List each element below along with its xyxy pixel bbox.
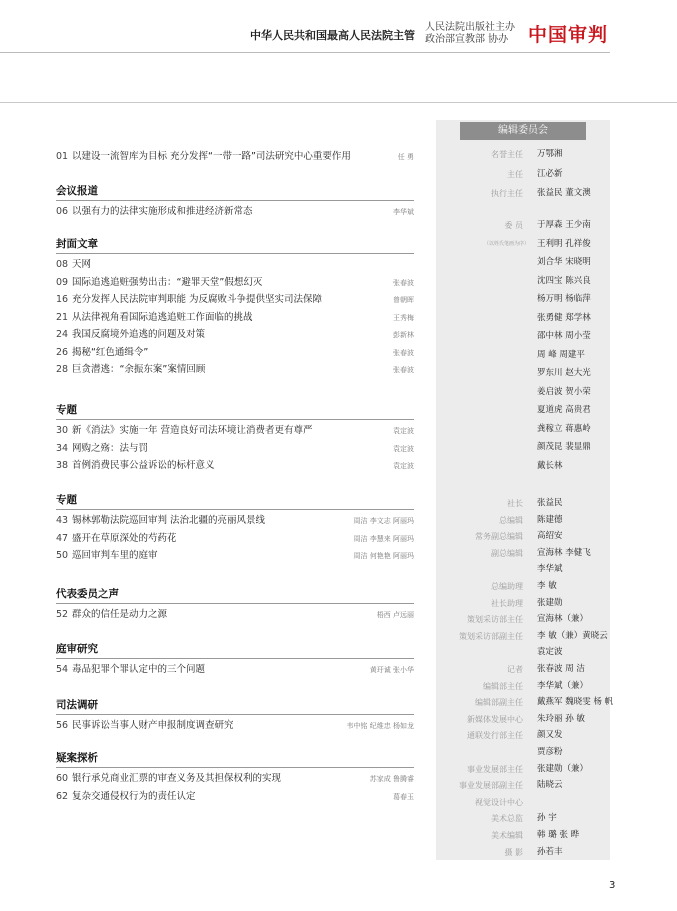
board-names: 江必新 (537, 168, 563, 179)
board-names: 刘合华 宋晓明 (537, 257, 591, 267)
board-row (440, 166, 615, 183)
board-row (440, 578, 615, 595)
toc-title: 毒品犯罪个罪认定中的三个问题 (72, 664, 206, 675)
toc-page-number: 06 (56, 206, 69, 217)
board-names: 张勇健 郑学林 (537, 312, 591, 323)
section-heading: 专题 (56, 494, 77, 506)
board-row (440, 727, 615, 744)
board-names: 李华斌（兼） (537, 680, 589, 691)
board-names: 陈建德 (537, 514, 563, 525)
toc-entry[interactable] (56, 441, 414, 457)
toc-title: 巨贪潜逃：“余振东案”案情回顾 (72, 364, 206, 375)
board-row (440, 744, 615, 761)
toc-entry[interactable] (56, 513, 414, 529)
toc-page-number: 09 (56, 276, 69, 288)
board-names: 姜启波 贺小荣 (537, 386, 591, 397)
board-names: 戴长林 (537, 460, 563, 471)
toc-author: 袁定波 (393, 462, 414, 470)
board-names: 沈四宝 陈兴良 (537, 275, 591, 286)
toc-author: 张春波 (393, 278, 414, 287)
board-row (440, 421, 615, 438)
board-names: 夏道虎 高贵君 (537, 405, 591, 415)
toc-title: 以强有力的法律实施形成和推进经济新常态 (72, 206, 253, 217)
toc-title: 新《消法》实施一年 营造良好司法环境让消费者更有尊严 (72, 425, 313, 436)
board-row (440, 185, 615, 202)
board-role: 视觉设计中心 (475, 797, 523, 807)
board-names: 宣海林（兼） (537, 614, 589, 625)
board-role: 编辑部副主任 (475, 698, 523, 708)
section-divider (0, 102, 677, 103)
toc-author: 周洁 李文志 阿丽玛 (353, 517, 414, 525)
toc-entry[interactable] (56, 771, 414, 787)
toc-title: 以建设一流智库为目标 充分发挥“一带一路”司法研究中心重要作用 (72, 151, 351, 162)
board-names: 张建勋（兼） (537, 763, 589, 774)
board-names: 颜又发 (537, 730, 563, 741)
section-rule (56, 658, 414, 659)
toc-entry[interactable] (56, 423, 414, 439)
board-row (440, 844, 615, 861)
toc-author: 苏家成 鲁腾睿 (369, 775, 414, 783)
board-role: 编辑部主任 (483, 681, 523, 691)
board-names: 高绍安 (537, 531, 563, 542)
board-role: 名誉主任 (491, 150, 523, 159)
toc-title: 盛开在草原深处的芍药花 (72, 532, 177, 544)
toc-page-number: 38 (56, 460, 69, 471)
toc-title: 民事诉讼当事人财产申报制度调查研究 (72, 720, 234, 731)
toc-entry[interactable] (56, 662, 414, 678)
page-number: 3 (609, 880, 616, 891)
board-row (440, 439, 615, 456)
board-role: 总编助理 (491, 582, 523, 591)
board-role: 社长 (507, 499, 523, 508)
toc-title: 我国反腐境外追逃的问题及对策 (72, 329, 206, 340)
board-row (440, 310, 615, 327)
board-row (440, 611, 615, 628)
board-row (440, 810, 615, 827)
board-role: 策划采访部副主任 (459, 631, 523, 641)
board-role: 美术编辑 (491, 831, 523, 840)
section-heading: 疑案探析 (56, 752, 98, 764)
board-names: 张益民 (537, 498, 563, 508)
toc-entry[interactable] (56, 310, 414, 326)
section-heading: 庭审研究 (56, 643, 98, 655)
board-names: 颜茂昆 裴显鼎 (537, 442, 591, 452)
organizer-line-2: 政治部宣教部 协办 (425, 34, 509, 45)
toc-entry[interactable] (56, 204, 414, 220)
board-role: 总编辑 (499, 515, 523, 525)
board-names: 周 峰 周建平 (537, 349, 585, 360)
toc-page-number: 52 (56, 609, 69, 620)
toc-entry[interactable] (56, 275, 414, 291)
board-row (440, 384, 615, 401)
board-names: 李 敏 (537, 581, 557, 591)
toc-entry[interactable] (56, 345, 414, 361)
board-role: 副总编辑 (491, 548, 523, 558)
toc-entry[interactable] (56, 548, 414, 564)
toc-author: 彭新林 (393, 331, 414, 339)
board-names: 张益民 董文澳 (537, 188, 591, 198)
section-heading: 封面文章 (56, 238, 98, 250)
supervisor-line: 中华人民共和国最高人民法院主管 (250, 29, 415, 42)
board-row (440, 217, 615, 234)
board-row (440, 794, 615, 811)
board-names: 陆晓云 (537, 780, 563, 791)
toc-page-number: 21 (56, 311, 69, 323)
toc-page-number: 62 (56, 790, 69, 802)
board-row (440, 512, 615, 529)
board-row (440, 761, 615, 778)
toc-page-number: 34 (56, 442, 69, 454)
section-rule (56, 767, 414, 768)
board-names: 李华斌 (537, 564, 563, 575)
toc-entry[interactable] (56, 292, 414, 308)
board-names: 张建勋 (537, 597, 563, 608)
toc-entry[interactable] (56, 327, 414, 343)
toc-entry[interactable] (56, 458, 414, 474)
toc-title: 银行承兑商业汇票的审查义务及其担保权利的实现 (72, 773, 282, 784)
board-role: 事业发展部副主任 (459, 781, 523, 791)
board-names: 万鄂湘 (537, 149, 563, 159)
board-role: 常务副总编辑 (475, 532, 523, 542)
toc-author: 周洁 何艳艳 阿丽玛 (353, 552, 414, 560)
toc-title: 充分发挥人民法院审判职能 为反腐败斗争提供坚实司法保障 (72, 294, 323, 305)
toc-author: 袁定波 (393, 444, 414, 453)
section-rule (56, 200, 414, 201)
board-row (440, 328, 615, 345)
toc-author: 袁定波 (393, 427, 414, 435)
board-role: 新媒体发展中心 (467, 714, 523, 724)
section-heading: 会议报道 (56, 185, 98, 197)
board-row (440, 495, 615, 512)
board-row (440, 628, 615, 645)
toc-author: 曾朝晖 (393, 296, 414, 304)
toc-page-number: 56 (56, 720, 69, 731)
board-role: 摄 影 (504, 847, 523, 857)
toc-entry[interactable] (56, 149, 414, 165)
board-role: 记者 (507, 665, 523, 674)
board-role: 策划采访部主任 (467, 615, 523, 625)
toc-page-number: 28 (56, 364, 69, 375)
board-names: 李 敏（兼）黄晓云 (537, 630, 608, 641)
board-row (440, 777, 615, 794)
section-heading: 专题 (56, 404, 77, 416)
toc-title: 天网 (72, 259, 92, 270)
board-role: 主任 (507, 169, 523, 179)
members-order-note: （以姓氏笔画为序） (484, 241, 530, 247)
header-divider (0, 52, 610, 53)
toc-title: 网购之殇：法与罚 (72, 442, 149, 454)
toc-title: 首例消费民事公益诉讼的标杆意义 (72, 460, 215, 471)
toc-title: 群众的信任是动力之源 (72, 609, 168, 620)
toc-entry[interactable] (56, 789, 414, 805)
board-row (440, 528, 615, 545)
board-role: 事业发展部主任 (467, 764, 523, 774)
board-role: 美术总监 (491, 814, 523, 824)
toc-title: 巡回审判车里的庭审 (72, 550, 158, 561)
board-row (440, 644, 615, 661)
section-rule (56, 253, 414, 254)
toc-page-number: 24 (56, 329, 69, 340)
toc-page-number: 47 (56, 532, 69, 544)
board-names: 杨万明 杨临萍 (537, 294, 591, 304)
toc-page-number: 30 (56, 425, 69, 436)
section-heading: 司法调研 (56, 699, 98, 711)
board-row (440, 595, 615, 612)
toc-author: 张春波 (393, 366, 414, 374)
board-row (440, 254, 615, 271)
toc-title: 锡林郭勒法院巡回审判 法治北疆的亮丽风景线 (72, 515, 266, 526)
board-row (440, 694, 615, 711)
board-names: 宣海林 李健飞 (537, 547, 591, 558)
toc-author: 王秀梅 (393, 313, 414, 322)
board-names: 袁定波 (537, 647, 563, 658)
toc-entry[interactable] (56, 257, 414, 273)
toc-entry[interactable] (56, 718, 414, 734)
board-row (440, 273, 615, 290)
section-rule (56, 419, 414, 420)
board-row (440, 661, 615, 678)
board-row (440, 146, 615, 163)
toc-author: 韦中铭 纪维忠 杨如龙 (346, 722, 414, 730)
toc-author: 梧西 卢远丽 (376, 611, 414, 619)
toc-page-number: 54 (56, 664, 69, 675)
board-names: 孙若丰 (537, 846, 563, 857)
board-names: 于厚森 王少南 (537, 220, 591, 230)
toc-author: 葛春玉 (393, 792, 414, 801)
board-row (440, 827, 615, 844)
organizer-block (425, 22, 515, 46)
board-names: 韩 璐 张 晔 (537, 830, 580, 840)
board-names: 戴燕军 魏晓雯 杨 帆 (537, 697, 614, 708)
magazine-logo: 中国审判 (528, 24, 609, 46)
toc-entry[interactable] (56, 607, 414, 623)
board-row (440, 561, 615, 578)
board-row (440, 678, 615, 695)
board-names: 张春波 周 洁 (537, 664, 585, 674)
section-rule (56, 603, 414, 604)
toc-page-number: 50 (56, 550, 69, 561)
board-names: 罗东川 赵大光 (537, 368, 591, 378)
board-role: 社长助理 (491, 598, 523, 608)
board-row (440, 291, 615, 308)
section-rule (56, 509, 414, 510)
toc-author: 黄玗诚 张小华 (369, 666, 414, 674)
board-row (440, 347, 615, 364)
editorial-board-title: 编辑委员会 (460, 122, 586, 140)
toc-title: 国际追逃追赃强势出击：“避罪天堂”假想幻灭 (72, 276, 263, 288)
organizer-line-1: 人民法院出版社主办 (425, 22, 515, 33)
board-names: 贾彦粉 (537, 747, 563, 757)
toc-page-number: 16 (56, 294, 69, 305)
board-role: 委 员 (504, 221, 523, 230)
toc-page-number: 43 (56, 515, 69, 526)
toc-title: 复杂交通侵权行为的责任认定 (72, 790, 196, 802)
toc-title: 从法律视角看国际追逃追赃工作面临的挑战 (72, 311, 253, 323)
board-role: 通联发行部主任 (467, 731, 523, 741)
toc-author: 李华斌 (393, 208, 414, 216)
board-row (440, 365, 615, 382)
toc-author: 张春波 (393, 348, 414, 357)
board-role: 执行主任 (491, 189, 523, 198)
board-row (440, 402, 615, 419)
board-names: 孙 宇 (537, 813, 557, 824)
board-row (440, 458, 615, 475)
toc-author: 周洁 李慧来 阿丽玛 (353, 534, 414, 543)
toc-entry[interactable] (56, 362, 414, 378)
toc-entry[interactable] (56, 531, 414, 547)
board-names: 龚稼立 蒋惠岭 (537, 423, 591, 434)
section-rule (56, 714, 414, 715)
section-heading: 代表委员之声 (56, 588, 119, 600)
toc-title: 揭秘“红色通缉令” (72, 346, 149, 358)
board-names: 王利明 孔祥俊 (537, 238, 591, 249)
board-row (440, 545, 615, 562)
toc-author: 任 勇 (397, 153, 414, 161)
toc-page-number: 01 (56, 151, 69, 162)
toc-page-number: 60 (56, 773, 69, 784)
toc-page-number: 26 (56, 346, 69, 358)
toc-page-number: 08 (56, 259, 69, 270)
board-names: 朱玲丽 孙 敏 (537, 713, 585, 724)
board-names: 邵中林 周小莹 (537, 331, 591, 341)
board-row (440, 711, 615, 728)
